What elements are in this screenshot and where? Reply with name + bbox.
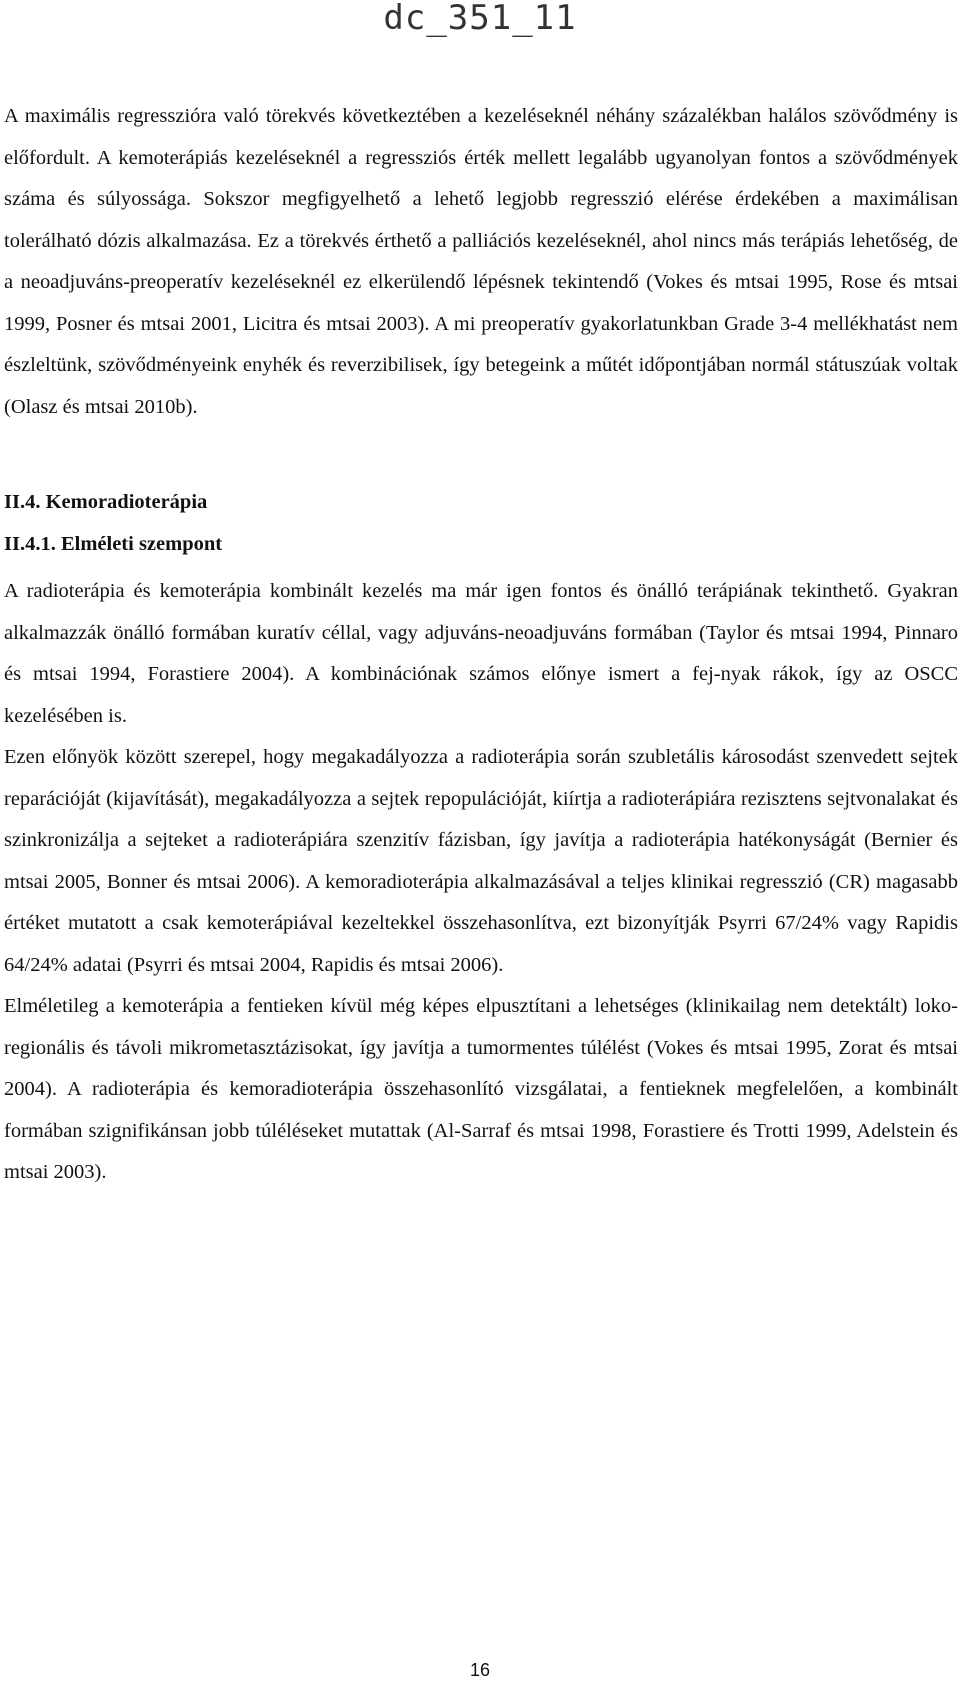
paragraph-3: Ezen előnyök között szerepel, hogy megakadályozza a radioterápia során szubletális károsodást szenvedett sejtek reparációját (kijavítását), megakadályozza a sejtek repopulációját, kiírtja a radioterápiára rezisztens sejtvonalakat és szinkronizálja a sejteket a radioterápiára szenzitív fázisban, így javítja a radioterápia hatékonyságát (Bernier és mtsai 2005, Bonner és mtsai 2006). A kemoradioterápia alkalmazásával a teljes klinikai regresszió (CR) magasabb értéket mutatott a csak kemoterápiával kezeltekkel összehasonlítva, ezt bizonyítják Psyrri 67/24% vagy Rapidis 64/24% adatai (Psyrri és mtsai 2004, Rapidis és mtsai 2006). (4, 746, 958, 976)
section-heading: II.4. Kemoradioterápia (4, 491, 208, 513)
paragraph-4: Elméletileg a kemoterápia a fentieken kívül még képes elpusztítani a lehetséges (klinikailag nem detektált) loko-regionális és távoli mikrometasztázisokat, így javítja a tumormentes túlélést (Vokes és mtsai 1995, Zorat és mtsai 2004). A radioterápia és kemoradioterápia összehasonlító vizsgálatai, a fentieknek megfelelően, a kombinált formában szignifikánsan jobb túléléseket mutattak (Al-Sarraf és mtsai 1998, Forastiere és Trotti 1999, Adelstein és mtsai 2003). (4, 995, 958, 1183)
page-number: 16 (469, 1660, 491, 1680)
paragraph-1: A maximális regresszióra való törekvés következtében a kezeléseknél néhány százalékban halálos szövődmény is előfordult. A kemoterápiás kezeléseknél a regressziós érték mellett legalább ugyanolyan fontos a szövődmények száma és súlyossága. Sokszor megfigyelhető a lehető legjobb regresszió elérése érdekében a maximálisan tolerálható dózis alkalmazása. Ez a törekvés érthető a palliációs kezeléseknél, ahol nincs más terápiás lehetőség, de a neoadjuváns-preoperatív kezeléseknél ez elkerülendő lépésnek tekintendő (Vokes és mtsai 1995, Rose és mtsai 1999, Posner és mtsai 2001, Licitra és mtsai 2003). A mi preoperatív gyakorlatunkban Grade 3-4 mellékhatást nem észleltünk, szövődményeink enyhék és reverzibilisek, így betegeink a műtét időpontjában normál státuszúak voltak (Olasz és mtsai 2010b). (4, 105, 958, 418)
document-body (4, 96, 958, 1194)
paragraph-2: A radioterápia és kemoterápia kombinált kezelés ma már igen fontos és önálló terápiának tekinthető. Gyakran alkalmazzák önálló formában kuratív céllal, vagy adjuváns-neoadjuváns formában (Taylor és mtsai 1994, Pinnaro és mtsai 1994, Forastiere 2004). A kombinációnak számos előnye ismert a fej-nyak rákok, így az OSCC kezelésében is. (4, 580, 958, 727)
section-gap (4, 428, 958, 482)
document-code-header: dc_351_11 (383, 0, 577, 38)
subsection-heading: II.4.1. Elméleti szempont (4, 532, 223, 555)
